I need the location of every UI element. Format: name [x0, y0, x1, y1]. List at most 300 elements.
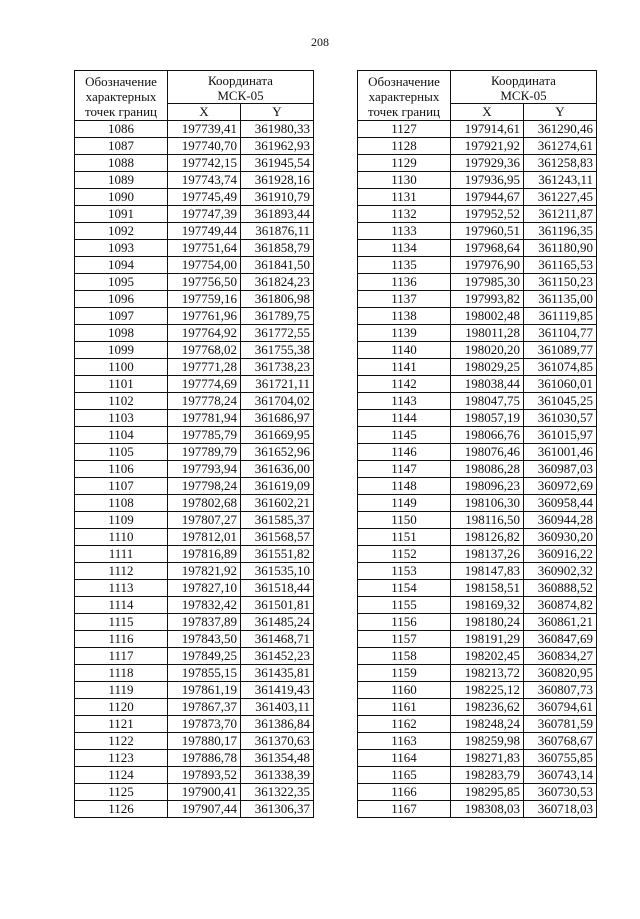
- point-id-cell: 1161: [358, 699, 451, 716]
- x-coordinate-cell: 197771,28: [168, 359, 241, 376]
- y-coordinate-cell: 360874,82: [524, 597, 597, 614]
- table-row: [75, 648, 314, 665]
- point-id-cell: 1100: [75, 359, 168, 376]
- y-coordinate-cell: 361876,11: [241, 223, 314, 240]
- y-coordinate-cell: 361669,95: [241, 427, 314, 444]
- y-coordinate-cell: 361704,02: [241, 393, 314, 410]
- point-id-cell: 1113: [75, 580, 168, 597]
- point-id-cell: 1107: [75, 478, 168, 495]
- table-row: [358, 206, 597, 223]
- table-row: [358, 359, 597, 376]
- y-coordinate-cell: 361980,33: [241, 121, 314, 138]
- x-coordinate-cell: 197764,92: [168, 325, 241, 342]
- x-coordinate-cell: 197778,24: [168, 393, 241, 410]
- point-id-cell: 1095: [75, 274, 168, 291]
- point-id-cell: 1139: [358, 325, 451, 342]
- x-coordinate-cell: 198086,28: [451, 461, 524, 478]
- table-row: [358, 410, 597, 427]
- y-coordinate-cell: 361893,44: [241, 206, 314, 223]
- table-row: [358, 308, 597, 325]
- x-coordinate-cell: 197821,92: [168, 563, 241, 580]
- point-id-cell: 1132: [358, 206, 451, 223]
- point-id-cell: 1098: [75, 325, 168, 342]
- y-coordinate-cell: 360847,69: [524, 631, 597, 648]
- x-coordinate-cell: 198137,26: [451, 546, 524, 563]
- table-row: [75, 750, 314, 767]
- y-coordinate-cell: 361338,39: [241, 767, 314, 784]
- table-row: [358, 682, 597, 699]
- x-coordinate-cell: 197754,00: [168, 257, 241, 274]
- point-id-cell: 1117: [75, 648, 168, 665]
- y-coordinate-cell: 361789,75: [241, 308, 314, 325]
- point-id-cell: 1109: [75, 512, 168, 529]
- point-id-cell: 1131: [358, 189, 451, 206]
- x-coordinate-cell: 198002,48: [451, 308, 524, 325]
- y-coordinate-cell: 361060,01: [524, 376, 597, 393]
- point-id-cell: 1135: [358, 257, 451, 274]
- point-id-cell: 1094: [75, 257, 168, 274]
- point-id-cell: 1155: [358, 597, 451, 614]
- y-coordinate-cell: 361962,93: [241, 138, 314, 155]
- x-coordinate-cell: 198169,32: [451, 597, 524, 614]
- y-coordinate-cell: 361119,85: [524, 308, 597, 325]
- y-coordinate-cell: 361772,55: [241, 325, 314, 342]
- table-row: [358, 427, 597, 444]
- coordinates-body-right: [358, 121, 597, 818]
- point-id-cell: 1138: [358, 308, 451, 325]
- point-id-cell: 1119: [75, 682, 168, 699]
- point-id-cell: 1143: [358, 393, 451, 410]
- table-row: [75, 376, 314, 393]
- y-coordinate-cell: 360972,69: [524, 478, 597, 495]
- x-coordinate-cell: 197867,37: [168, 699, 241, 716]
- point-label-line-2: характерных: [85, 89, 157, 104]
- x-coordinate-cell: 198283,79: [451, 767, 524, 784]
- x-coordinate-cell: 197960,51: [451, 223, 524, 240]
- x-coordinate-cell: 197774,69: [168, 376, 241, 393]
- point-id-cell: 1141: [358, 359, 451, 376]
- x-coordinate-cell: 198096,23: [451, 478, 524, 495]
- point-id-cell: 1097: [75, 308, 168, 325]
- coordinate-header: [451, 71, 597, 104]
- coordinate-system: МСК-05: [500, 88, 547, 103]
- y-coordinate-cell: 361551,82: [241, 546, 314, 563]
- table-row: [75, 512, 314, 529]
- point-id-cell: 1126: [75, 801, 168, 818]
- x-coordinate-cell: 198225,12: [451, 682, 524, 699]
- x-coordinate-cell: 198057,19: [451, 410, 524, 427]
- y-coordinate-cell: 360755,85: [524, 750, 597, 767]
- x-coordinate-cell: 198047,75: [451, 393, 524, 410]
- y-coordinate-cell: 361585,37: [241, 512, 314, 529]
- y-coordinate-cell: 361435,81: [241, 665, 314, 682]
- y-coordinate-cell: 361104,77: [524, 325, 597, 342]
- point-id-cell: 1123: [75, 750, 168, 767]
- y-coordinate-cell: 361858,79: [241, 240, 314, 257]
- y-coordinate-cell: 360902,32: [524, 563, 597, 580]
- x-coordinate-cell: 197747,39: [168, 206, 241, 223]
- y-coordinate-cell: 360861,21: [524, 614, 597, 631]
- y-coordinate-cell: 361619,09: [241, 478, 314, 495]
- coordinate-title: Координата: [208, 73, 273, 88]
- x-coordinate-cell: 197827,10: [168, 580, 241, 597]
- y-coordinate-cell: 361370,63: [241, 733, 314, 750]
- x-coordinate-cell: 197761,96: [168, 308, 241, 325]
- point-id-cell: 1125: [75, 784, 168, 801]
- point-id-cell: 1121: [75, 716, 168, 733]
- table-row: [75, 121, 314, 138]
- x-coordinate-cell: 197832,42: [168, 597, 241, 614]
- y-coordinate-cell: 361636,00: [241, 461, 314, 478]
- table-row: [75, 563, 314, 580]
- table-row: [75, 699, 314, 716]
- x-coordinate-cell: 197985,30: [451, 274, 524, 291]
- point-id-cell: 1087: [75, 138, 168, 155]
- y-coordinate-cell: 361227,45: [524, 189, 597, 206]
- y-coordinate-cell: 361501,81: [241, 597, 314, 614]
- x-coordinate-cell: 197843,50: [168, 631, 241, 648]
- point-id-cell: 1130: [358, 172, 451, 189]
- coordinates-body-left: [75, 121, 314, 818]
- table-row: [358, 223, 597, 240]
- point-id-cell: 1110: [75, 529, 168, 546]
- coordinates-table-right: [357, 70, 597, 818]
- point-id-cell: 1120: [75, 699, 168, 716]
- point-id-cell: 1167: [358, 801, 451, 818]
- coordinates-table-left: [74, 70, 314, 818]
- y-coordinate-cell: 360730,53: [524, 784, 597, 801]
- table-row: [75, 682, 314, 699]
- point-id-cell: 1152: [358, 546, 451, 563]
- table-row: [75, 580, 314, 597]
- point-id-cell: 1089: [75, 172, 168, 189]
- table-row: [358, 121, 597, 138]
- x-coordinate-cell: 197849,25: [168, 648, 241, 665]
- x-column-header: X: [451, 104, 524, 121]
- point-id-cell: 1128: [358, 138, 451, 155]
- table-row: [75, 529, 314, 546]
- table-row: [75, 665, 314, 682]
- x-coordinate-cell: 197837,89: [168, 614, 241, 631]
- x-coordinate-cell: 197900,41: [168, 784, 241, 801]
- table-row: [358, 563, 597, 580]
- table-row: [358, 257, 597, 274]
- y-coordinate-cell: 360888,52: [524, 580, 597, 597]
- table-row: [358, 325, 597, 342]
- y-coordinate-cell: 360743,14: [524, 767, 597, 784]
- point-id-cell: 1091: [75, 206, 168, 223]
- table-row: [358, 376, 597, 393]
- point-id-cell: 1151: [358, 529, 451, 546]
- table-row: [75, 138, 314, 155]
- point-id-cell: 1104: [75, 427, 168, 444]
- table-row: [75, 308, 314, 325]
- point-id-cell: 1146: [358, 444, 451, 461]
- table-row: [75, 427, 314, 444]
- table-row: [358, 393, 597, 410]
- coordinate-system: МСК-05: [217, 88, 264, 103]
- table-row: [75, 257, 314, 274]
- y-coordinate-cell: 361806,98: [241, 291, 314, 308]
- table-row: [75, 461, 314, 478]
- y-coordinate-cell: 360916,22: [524, 546, 597, 563]
- x-coordinate-cell: 197921,92: [451, 138, 524, 155]
- y-coordinate-cell: 361045,25: [524, 393, 597, 410]
- x-coordinate-cell: 197740,70: [168, 138, 241, 155]
- table-row: [358, 138, 597, 155]
- point-label-line-3: точек границ: [84, 104, 158, 119]
- point-id-cell: 1157: [358, 631, 451, 648]
- x-coordinate-cell: 197952,52: [451, 206, 524, 223]
- x-coordinate-cell: 198202,45: [451, 648, 524, 665]
- x-coordinate-cell: 197749,44: [168, 223, 241, 240]
- table-row: [75, 410, 314, 427]
- table-row: [358, 546, 597, 563]
- x-coordinate-cell: 197976,90: [451, 257, 524, 274]
- point-id-cell: 1101: [75, 376, 168, 393]
- table-row: [75, 733, 314, 750]
- table-row: [358, 478, 597, 495]
- y-coordinate-cell: 361030,57: [524, 410, 597, 427]
- table-row: [75, 223, 314, 240]
- x-coordinate-cell: 197816,89: [168, 546, 241, 563]
- y-coordinate-cell: 361290,46: [524, 121, 597, 138]
- x-coordinate-cell: 197880,17: [168, 733, 241, 750]
- table-row: [358, 750, 597, 767]
- y-coordinate-cell: 361403,11: [241, 699, 314, 716]
- point-id-cell: 1133: [358, 223, 451, 240]
- point-id-cell: 1088: [75, 155, 168, 172]
- x-coordinate-cell: 197785,79: [168, 427, 241, 444]
- x-coordinate-cell: 198295,85: [451, 784, 524, 801]
- table-row: [358, 699, 597, 716]
- y-coordinate-cell: 361652,96: [241, 444, 314, 461]
- table-row: [75, 359, 314, 376]
- page-number: 208: [311, 35, 329, 49]
- point-id-cell: 1148: [358, 478, 451, 495]
- table-row: [358, 597, 597, 614]
- y-coordinate-cell: 361945,54: [241, 155, 314, 172]
- point-id-cell: 1122: [75, 733, 168, 750]
- point-id-cell: 1112: [75, 563, 168, 580]
- y-coordinate-cell: 361910,79: [241, 189, 314, 206]
- x-coordinate-cell: 197907,44: [168, 801, 241, 818]
- x-coordinate-cell: 197886,78: [168, 750, 241, 767]
- table-row: [358, 189, 597, 206]
- point-id-cell: 1166: [358, 784, 451, 801]
- point-id-cell: 1158: [358, 648, 451, 665]
- y-coordinate-cell: 361738,23: [241, 359, 314, 376]
- y-coordinate-cell: 360718,03: [524, 801, 597, 818]
- x-coordinate-cell: 197745,49: [168, 189, 241, 206]
- point-label-line-2: характерных: [368, 89, 440, 104]
- y-coordinate-cell: 361686,97: [241, 410, 314, 427]
- point-id-cell: 1150: [358, 512, 451, 529]
- table-row: [358, 495, 597, 512]
- table-row: [75, 716, 314, 733]
- x-coordinate-cell: 197768,02: [168, 342, 241, 359]
- y-coordinate-cell: 361001,46: [524, 444, 597, 461]
- table-row: [75, 478, 314, 495]
- x-coordinate-cell: 197968,64: [451, 240, 524, 257]
- x-coordinate-cell: 198248,24: [451, 716, 524, 733]
- table-row: [75, 495, 314, 512]
- y-coordinate-cell: 360958,44: [524, 495, 597, 512]
- point-id-cell: 1129: [358, 155, 451, 172]
- x-coordinate-cell: 198038,44: [451, 376, 524, 393]
- table-row: [75, 206, 314, 223]
- y-coordinate-cell: 360820,95: [524, 665, 597, 682]
- table-row: [358, 461, 597, 478]
- x-coordinate-cell: 197789,79: [168, 444, 241, 461]
- point-id-cell: 1137: [358, 291, 451, 308]
- x-coordinate-cell: 197944,67: [451, 189, 524, 206]
- point-id-cell: 1093: [75, 240, 168, 257]
- x-coordinate-cell: 197855,15: [168, 665, 241, 682]
- table-row: [75, 240, 314, 257]
- x-coordinate-cell: 197861,19: [168, 682, 241, 699]
- point-label-header: [75, 71, 168, 121]
- point-id-cell: 1163: [358, 733, 451, 750]
- point-id-cell: 1108: [75, 495, 168, 512]
- y-coordinate-cell: 360781,59: [524, 716, 597, 733]
- point-id-cell: 1114: [75, 597, 168, 614]
- point-id-cell: 1118: [75, 665, 168, 682]
- x-coordinate-cell: 197798,24: [168, 478, 241, 495]
- x-coordinate-cell: 197751,64: [168, 240, 241, 257]
- y-coordinate-cell: 361306,37: [241, 801, 314, 818]
- table-row: [75, 767, 314, 784]
- y-coordinate-cell: 361165,53: [524, 257, 597, 274]
- y-coordinate-cell: 361150,23: [524, 274, 597, 291]
- point-id-cell: 1096: [75, 291, 168, 308]
- x-coordinate-cell: 198191,29: [451, 631, 524, 648]
- x-coordinate-cell: 198116,50: [451, 512, 524, 529]
- x-coordinate-cell: 197759,16: [168, 291, 241, 308]
- table-row: [358, 342, 597, 359]
- point-id-cell: 1154: [358, 580, 451, 597]
- table-row: [75, 597, 314, 614]
- point-label-header: [358, 71, 451, 121]
- table-row: [75, 325, 314, 342]
- table-row: [75, 444, 314, 461]
- point-id-cell: 1147: [358, 461, 451, 478]
- x-coordinate-cell: 198236,62: [451, 699, 524, 716]
- point-id-cell: 1103: [75, 410, 168, 427]
- x-column-header: X: [168, 104, 241, 121]
- point-id-cell: 1145: [358, 427, 451, 444]
- y-coordinate-cell: 360944,28: [524, 512, 597, 529]
- point-id-cell: 1165: [358, 767, 451, 784]
- table-row: [358, 716, 597, 733]
- point-id-cell: 1156: [358, 614, 451, 631]
- y-column-header: Y: [524, 104, 597, 121]
- y-column-header: Y: [241, 104, 314, 121]
- y-coordinate-cell: 360768,67: [524, 733, 597, 750]
- x-coordinate-cell: 198126,82: [451, 529, 524, 546]
- point-id-cell: 1124: [75, 767, 168, 784]
- table-row: [75, 631, 314, 648]
- point-id-cell: 1160: [358, 682, 451, 699]
- coordinate-header: [168, 71, 314, 104]
- x-coordinate-cell: 197893,52: [168, 767, 241, 784]
- y-coordinate-cell: 360807,73: [524, 682, 597, 699]
- table-row: [358, 155, 597, 172]
- table-row: [75, 189, 314, 206]
- x-coordinate-cell: 197781,94: [168, 410, 241, 427]
- table-row: [358, 665, 597, 682]
- table-row: [358, 172, 597, 189]
- point-id-cell: 1102: [75, 393, 168, 410]
- x-coordinate-cell: 197993,82: [451, 291, 524, 308]
- x-coordinate-cell: 198180,24: [451, 614, 524, 631]
- y-coordinate-cell: 361258,83: [524, 155, 597, 172]
- y-coordinate-cell: 361074,85: [524, 359, 597, 376]
- table-row: [358, 784, 597, 801]
- x-coordinate-cell: 198076,46: [451, 444, 524, 461]
- x-coordinate-cell: 197807,27: [168, 512, 241, 529]
- x-coordinate-cell: 198271,83: [451, 750, 524, 767]
- point-id-cell: 1116: [75, 631, 168, 648]
- point-id-cell: 1086: [75, 121, 168, 138]
- y-coordinate-cell: 361354,48: [241, 750, 314, 767]
- x-coordinate-cell: 198106,30: [451, 495, 524, 512]
- point-id-cell: 1090: [75, 189, 168, 206]
- point-id-cell: 1162: [358, 716, 451, 733]
- x-coordinate-cell: 197914,61: [451, 121, 524, 138]
- y-coordinate-cell: 361419,43: [241, 682, 314, 699]
- table-row: [358, 648, 597, 665]
- table-row: [75, 614, 314, 631]
- x-coordinate-cell: 198029,25: [451, 359, 524, 376]
- point-id-cell: 1153: [358, 563, 451, 580]
- x-coordinate-cell: 197739,41: [168, 121, 241, 138]
- y-coordinate-cell: 361135,00: [524, 291, 597, 308]
- x-coordinate-cell: 198158,51: [451, 580, 524, 597]
- table-row: [358, 512, 597, 529]
- table-row: [75, 342, 314, 359]
- table-row: [358, 801, 597, 818]
- y-coordinate-cell: 361015,97: [524, 427, 597, 444]
- y-coordinate-cell: 361452,23: [241, 648, 314, 665]
- table-row: [358, 614, 597, 631]
- point-id-cell: 1106: [75, 461, 168, 478]
- y-coordinate-cell: 361089,77: [524, 342, 597, 359]
- y-coordinate-cell: 361721,11: [241, 376, 314, 393]
- point-id-cell: 1164: [358, 750, 451, 767]
- point-id-cell: 1142: [358, 376, 451, 393]
- y-coordinate-cell: 361568,57: [241, 529, 314, 546]
- x-coordinate-cell: 197743,74: [168, 172, 241, 189]
- y-coordinate-cell: 360794,61: [524, 699, 597, 716]
- point-label-line-1: Обозначение: [368, 74, 440, 89]
- y-coordinate-cell: 361535,10: [241, 563, 314, 580]
- y-coordinate-cell: 360834,27: [524, 648, 597, 665]
- point-id-cell: 1159: [358, 665, 451, 682]
- point-id-cell: 1092: [75, 223, 168, 240]
- y-coordinate-cell: 361841,50: [241, 257, 314, 274]
- x-coordinate-cell: 197936,95: [451, 172, 524, 189]
- x-coordinate-cell: 197929,36: [451, 155, 524, 172]
- x-coordinate-cell: 198213,72: [451, 665, 524, 682]
- x-coordinate-cell: 197756,50: [168, 274, 241, 291]
- table-row: [75, 801, 314, 818]
- point-id-cell: 1136: [358, 274, 451, 291]
- y-coordinate-cell: 361755,38: [241, 342, 314, 359]
- table-row: [75, 546, 314, 563]
- table-row: [358, 580, 597, 597]
- table-row: [358, 291, 597, 308]
